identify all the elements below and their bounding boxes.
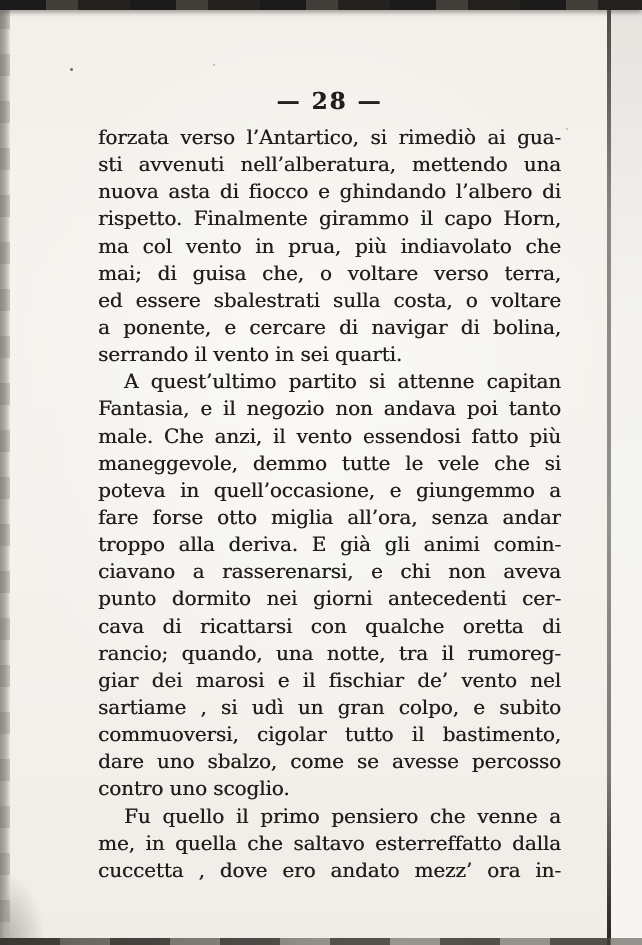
text-line: ciavano a rasserenarsi, e chi non aveva xyxy=(98,559,561,584)
text-line: giar dei marosi e il fischiar de’ vento nel xyxy=(98,667,561,692)
text-line: forzata verso l’Antartico, si rimediò ai gua- xyxy=(98,125,561,149)
text-line: serrando il vento in sei quarti. xyxy=(98,342,403,367)
text-column xyxy=(98,124,561,884)
text-line: poteva in quell’occasione, e giungemmo a xyxy=(98,477,561,502)
right-margin xyxy=(611,8,642,945)
text-line: A quest’ultimo partito si attenne capitan xyxy=(124,369,561,394)
text-line: rispetto. Finalmente girammo il capo Horn, xyxy=(98,206,561,231)
text-line: cuccetta , dove ero andato mezz’ ora in- xyxy=(98,857,561,882)
text-line: a ponente, e cercare di navigar di bolina, xyxy=(98,314,561,339)
text-line: Fantasia, e il negozio non andava poi tanto xyxy=(98,396,561,421)
ink-speck xyxy=(213,64,215,66)
text-line: dare uno sbalzo, come se avesse percosso xyxy=(98,749,561,774)
book-gutter-shadow xyxy=(0,7,10,945)
paragraph xyxy=(98,368,561,802)
text-line: punto dormito nei giorni antecedenti cer- xyxy=(98,586,561,611)
scan-border-top xyxy=(0,0,642,10)
text-line: sartiame , si udì un gran colpo, e subito xyxy=(98,694,561,719)
text-line: sti avvenuti nell’alberatura, mettendo una xyxy=(98,152,561,177)
paragraph xyxy=(98,803,561,884)
scan-border-bottom xyxy=(0,938,642,945)
text-line: maneggevole, demmo tutte le vele che si xyxy=(98,450,561,475)
paragraph xyxy=(98,124,561,368)
text-line: ed essere sbalestrati sulla costa, o voltare xyxy=(98,287,561,312)
page-number: — 28 — xyxy=(276,88,383,115)
text-line: contro uno scoglio. xyxy=(98,776,290,801)
text-line: male. Che anzi, il vento essendosi fatto più xyxy=(98,423,561,448)
text-line: fare forse otto miglia all’ora, senza andar xyxy=(98,504,561,529)
text-line: Fu quello il primo pensiero che venne a xyxy=(124,803,561,828)
text-line: me, in quella che saltavo esterreffatto dalla xyxy=(98,830,561,855)
text-line: ma col vento in prua, più indiavolato che xyxy=(98,233,561,258)
text-line: nuova asta di fiocco e ghindando l’albero di xyxy=(98,179,561,204)
ink-speck xyxy=(566,128,568,130)
text-line: mai; di guisa che, o voltare verso terra, xyxy=(98,260,561,285)
text-line: rancio; quando, una notte, tra il rumoreg- xyxy=(98,640,561,665)
text-line: cava di ricattarsi con qualche oretta di xyxy=(98,613,561,638)
ink-speck xyxy=(70,68,73,71)
text-line: commuoversi, cigolar tutto il bastimento, xyxy=(98,722,561,747)
text-line: troppo alla deriva. E già gli animi comin- xyxy=(98,532,561,557)
